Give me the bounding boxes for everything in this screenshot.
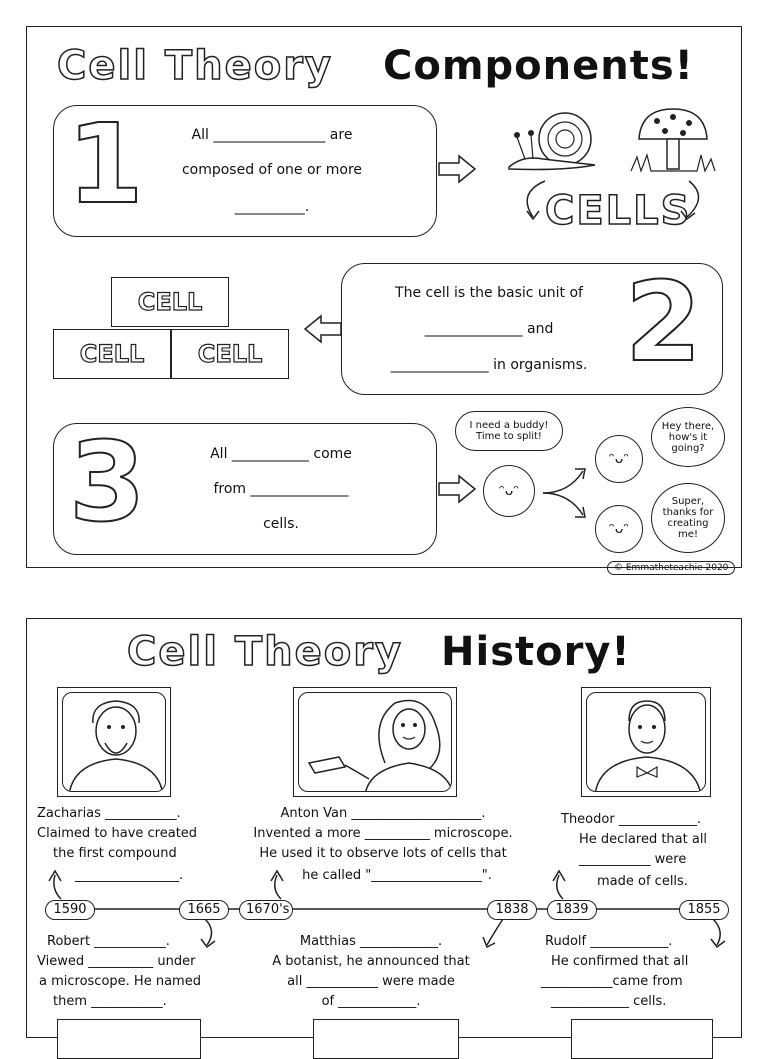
daughter-cell-face-bottom: ᵔᴗᵔ — [595, 505, 643, 553]
portrait-anton — [293, 687, 457, 797]
number-2: 2 — [625, 258, 702, 386]
box3-line2: from ______________ — [213, 481, 349, 497]
cell-brick-left: CELL — [53, 329, 171, 379]
anton-line2: Invented a more __________ microscope. — [253, 826, 513, 841]
portrait-zacharias — [57, 687, 171, 797]
theodor-line3: ___________ were — [579, 852, 687, 867]
portrait-rudolf — [571, 1019, 713, 1059]
components-panel — [26, 26, 742, 573]
robert-line3: a microscope. He named — [39, 974, 201, 989]
arrow-right-icon — [437, 473, 477, 505]
anton-line4: he called "_________________". — [302, 868, 492, 883]
matthias-line2: A botanist, he announced that — [272, 954, 470, 969]
history-title-bold: History! — [441, 629, 631, 675]
year-1665: 1665 — [179, 900, 229, 920]
zacharias-line3: the first compound — [53, 846, 177, 861]
box1-line1: All ________________ are — [191, 127, 353, 143]
portrait-matthias — [313, 1019, 459, 1059]
rudolf-line3: ___________came from — [541, 974, 683, 989]
arrow-right-icon — [437, 153, 477, 185]
parent-cell-face: ᵔᴗᵔ — [483, 465, 535, 517]
cells-word: CELLS — [545, 188, 692, 234]
person-portrait-icon — [299, 693, 452, 792]
speech-bubble-super: Super, thanks for creating me! — [651, 483, 725, 553]
box3-line1: All ___________ come — [210, 446, 352, 462]
rudolf-line1: Rudolf ____________. — [545, 934, 673, 949]
year-1670s: 1670's — [239, 900, 293, 920]
split-arrows-icon — [539, 463, 595, 523]
zacharias-line1: Zacharias ___________. — [37, 806, 181, 821]
box2-line3: ______________ in organisms. — [390, 357, 588, 373]
year-1855: 1855 — [679, 900, 729, 920]
robert-line2: Viewed __________ under — [37, 954, 196, 969]
matthias-line3: all ___________ were made — [287, 974, 455, 989]
box3-line3: cells. — [263, 516, 299, 532]
anton-line1: Anton Van ____________________. — [280, 806, 486, 821]
year-1838: 1838 — [487, 900, 537, 920]
matthias-line4: of ____________. — [321, 994, 421, 1009]
rudolf-line2: He confirmed that all — [551, 954, 689, 969]
box2-line2: ______________ and — [424, 321, 554, 337]
cell-brick-top: CELL — [111, 277, 229, 327]
snail-icon — [503, 107, 603, 177]
number-3: 3 — [69, 418, 146, 546]
portrait-robert — [57, 1019, 201, 1059]
theodor-line1: Theodor ____________. — [561, 812, 701, 827]
speech-bubble-hey: Hey there, how's it going? — [651, 407, 725, 467]
components-title-outline: Cell Theory — [57, 43, 334, 89]
history-panel — [26, 618, 742, 1038]
robert-line1: Robert ___________. — [47, 934, 170, 949]
anton-line3: He used it to observe lots of cells that — [259, 846, 507, 861]
curved-arrows-icon — [509, 177, 709, 227]
box1-line3: __________. — [234, 199, 310, 215]
zacharias-line4: ________________. — [75, 868, 184, 883]
rudolf-line4: ____________ cells. — [551, 994, 667, 1009]
person-portrait-icon — [63, 693, 166, 792]
cell-brick-right: CELL — [171, 329, 289, 379]
robert-line4: them ___________. — [53, 994, 167, 1009]
speech-bubble-buddy: I need a buddy! Time to split! — [455, 411, 563, 451]
matthias-line1: Matthias ____________. — [299, 934, 443, 949]
components-title-bold: Components! — [383, 43, 694, 89]
arrow-left-icon — [303, 313, 343, 345]
portrait-theodor — [581, 687, 711, 797]
person-portrait-icon — [587, 693, 706, 792]
theodor-line2: He declared that all — [579, 832, 708, 847]
year-1590: 1590 — [45, 900, 95, 920]
zacharias-line2: Claimed to have created — [37, 826, 198, 841]
copyright-label: © Emmatheteachie 2020 — [607, 561, 735, 575]
box1-line2: composed of one or more — [181, 162, 363, 178]
year-1839: 1839 — [547, 900, 597, 920]
number-1: 1 — [67, 100, 144, 228]
history-title-outline: Cell Theory — [127, 629, 404, 675]
theodor-line4: made of cells. — [597, 874, 688, 889]
daughter-cell-face-top: ᵔᴗᵔ — [595, 435, 643, 483]
box2-line1: The cell is the basic unit of — [395, 285, 583, 301]
mushroom-icon — [627, 105, 717, 175]
